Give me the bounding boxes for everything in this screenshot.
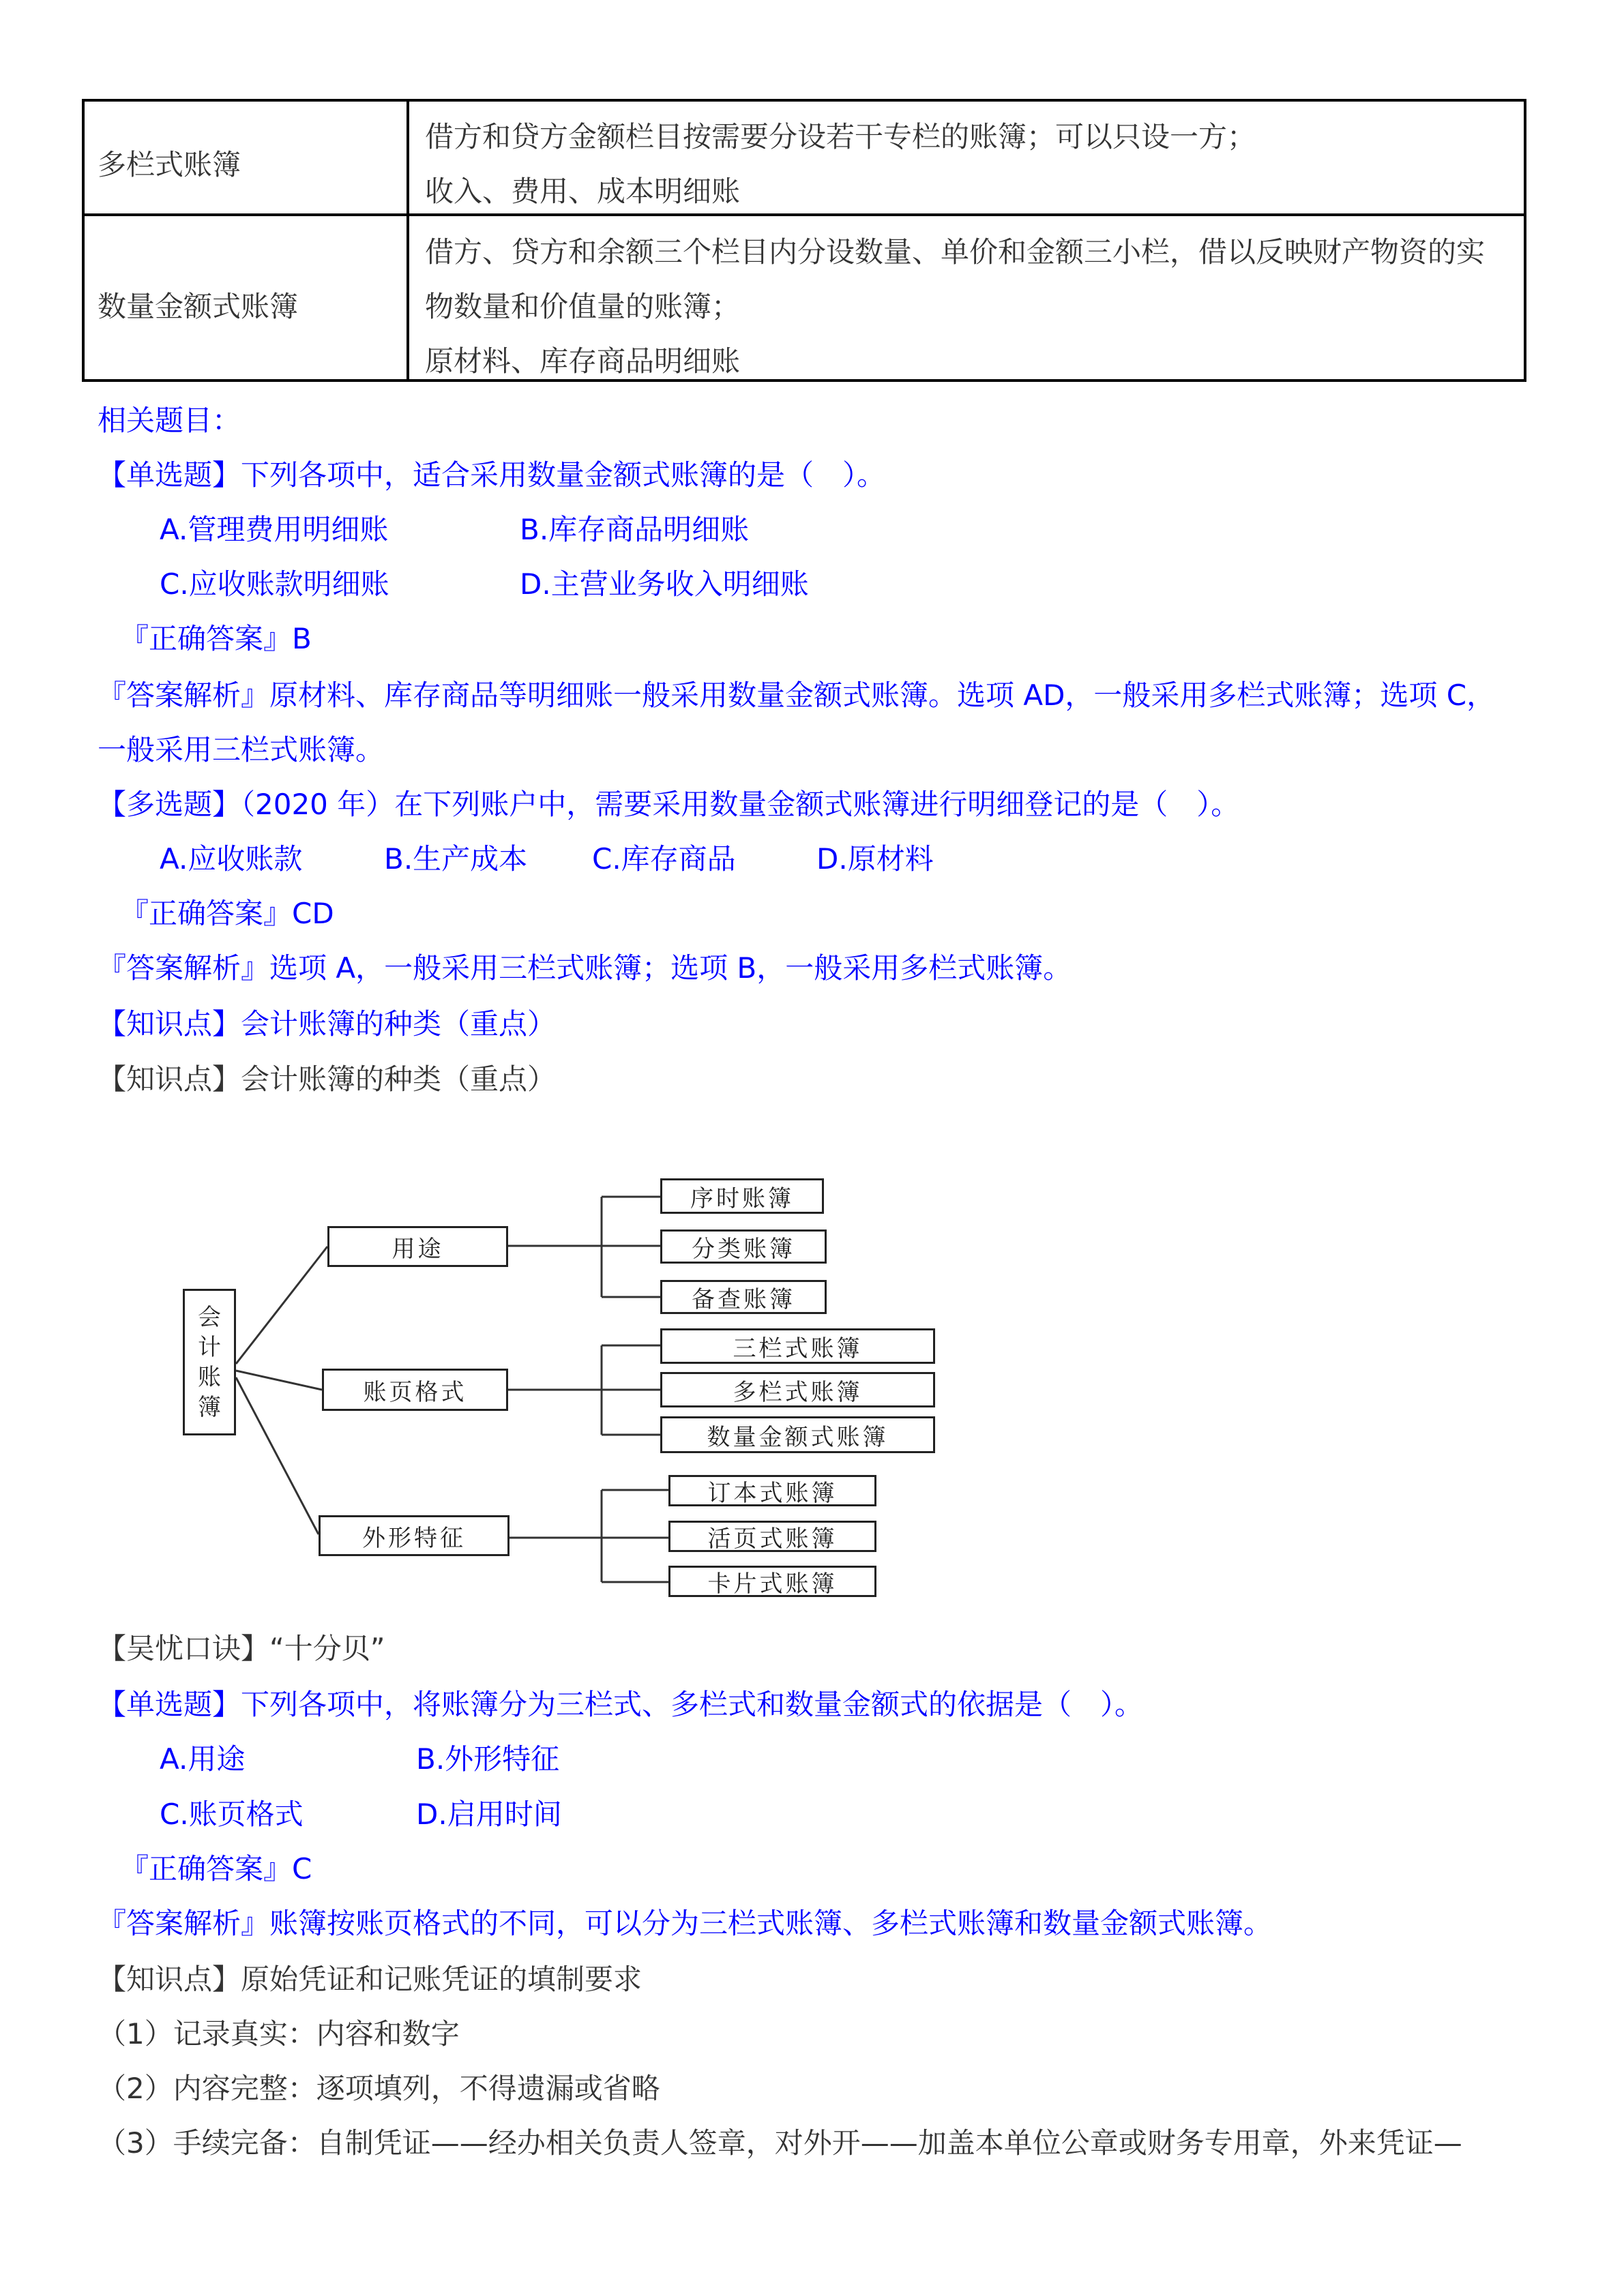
answer-analysis-continued: 一般采用三栏式账簿。 [98,733,385,766]
diagram-leaf-node: 订本式账簿 [668,1475,876,1506]
root-char: 账 [198,1363,221,1391]
table-cell-text: 收入、费用、成本明细账 [425,175,741,208]
option-b: B.库存商品明细账 [520,513,750,546]
diagram-leaf-node: 多栏式账簿 [660,1372,935,1407]
correct-answer: 『正确答案』B [120,622,312,655]
list-item: （1）记录真实：内容和数字 [98,2017,460,2051]
question-stem: 【单选题】下列各项中，将账簿分为三栏式、多栏式和数量金额式的依据是（ ）。 [98,1688,1144,1721]
option-b: B.生产成本 [384,842,528,876]
diagram-leaf-node: 备查账簿 [660,1280,827,1314]
option-d: D.原材料 [816,842,934,876]
option-c: C.账页格式 [160,1798,304,1831]
option-b: B.外形特征 [416,1742,560,1776]
option-c: C.库存商品 [592,842,736,876]
root-char: 会 [198,1303,221,1331]
option-a: A.管理费用明细账 [160,513,389,546]
related-questions-heading: 相关题目： [98,404,241,437]
diagram-leaf-node: 活页式账簿 [668,1521,876,1552]
option-a: A.应收账款 [160,842,303,876]
table-cell-text: 物数量和价值量的账簿； [425,290,741,323]
table-cell-text: 借方、贷方和余额三个栏目内分设数量、单价和金额三小栏，借以反映财产物资的实 [425,235,1486,269]
answer-analysis: 『答案解析』原材料、库存商品等明细账一般采用数量金额式账簿。选项 AD，一般采用多栏式账簿；选项 C， [98,679,1496,712]
knowledge-point-heading: 【知识点】会计账簿的种类（重点） [98,1062,557,1096]
question-stem: 【多选题】（2020 年）在下列账户中，需要采用数量金额式账簿进行明细登记的是（ ）。 [98,788,1240,821]
knowledge-point-heading: 【知识点】原始凭证和记账凭证的填制要求 [98,1963,643,1996]
table-column-divider [407,102,409,379]
diagram-node-page-format: 账页格式 [322,1369,508,1411]
correct-answer: 『正确答案』C [120,1852,312,1885]
diagram-leaf-node: 卡片式账簿 [668,1566,876,1597]
root-char: 计 [198,1333,221,1361]
option-d: D.主营业务收入明细账 [520,567,809,601]
correct-answer: 『正确答案』CD [120,897,334,930]
root-char: 簿 [198,1393,221,1421]
knowledge-point-heading: 【知识点】会计账簿的种类（重点） [98,1007,557,1041]
diagram-node-appearance: 外形特征 [319,1515,510,1556]
option-c: C.应收账款明细账 [160,567,389,601]
diagram-leaf-node: 分类账簿 [660,1229,827,1264]
question-stem: 【单选题】下列各项中，适合采用数量金额式账簿的是（ ）。 [98,458,886,492]
answer-analysis: 『答案解析』账簿按账页格式的不同，可以分为三栏式账簿、多栏式账簿和数量金额式账簿。 [98,1907,1273,1940]
table-cell-label: 多栏式账簿 [98,148,241,181]
answer-analysis: 『答案解析』选项 A，一般采用三栏式账簿；选项 B，一般采用多栏式账簿。 [98,951,1072,985]
diagram-leaf-node: 数量金额式账簿 [660,1416,935,1453]
mnemonic: 【吴忧口诀】“十分贝” [98,1632,385,1665]
diagram-root-node [183,1289,236,1435]
diagram-node-usage: 用途 [327,1226,508,1267]
diagram-leaf-node: 序时账簿 [660,1178,824,1214]
option-d: D.启用时间 [416,1798,562,1831]
option-a: A.用途 [160,1742,246,1776]
diagram-leaf-node: 三栏式账簿 [660,1328,935,1364]
list-item: （3）手续完备：自制凭证——经办相关负责人签章，对外开——加盖本单位公章或财务专用章，外来凭证— [98,2126,1462,2160]
table-row-divider [85,213,1524,216]
list-item: （2）内容完整：逐项填列，不得遗漏或省略 [98,2072,660,2105]
table-cell-text: 借方和贷方金额栏目按需要分设若干专栏的账簿；可以只设一方； [425,120,1256,153]
table-cell-text: 原材料、库存商品明细账 [425,344,741,378]
table-cell-label: 数量金额式账簿 [98,290,299,323]
